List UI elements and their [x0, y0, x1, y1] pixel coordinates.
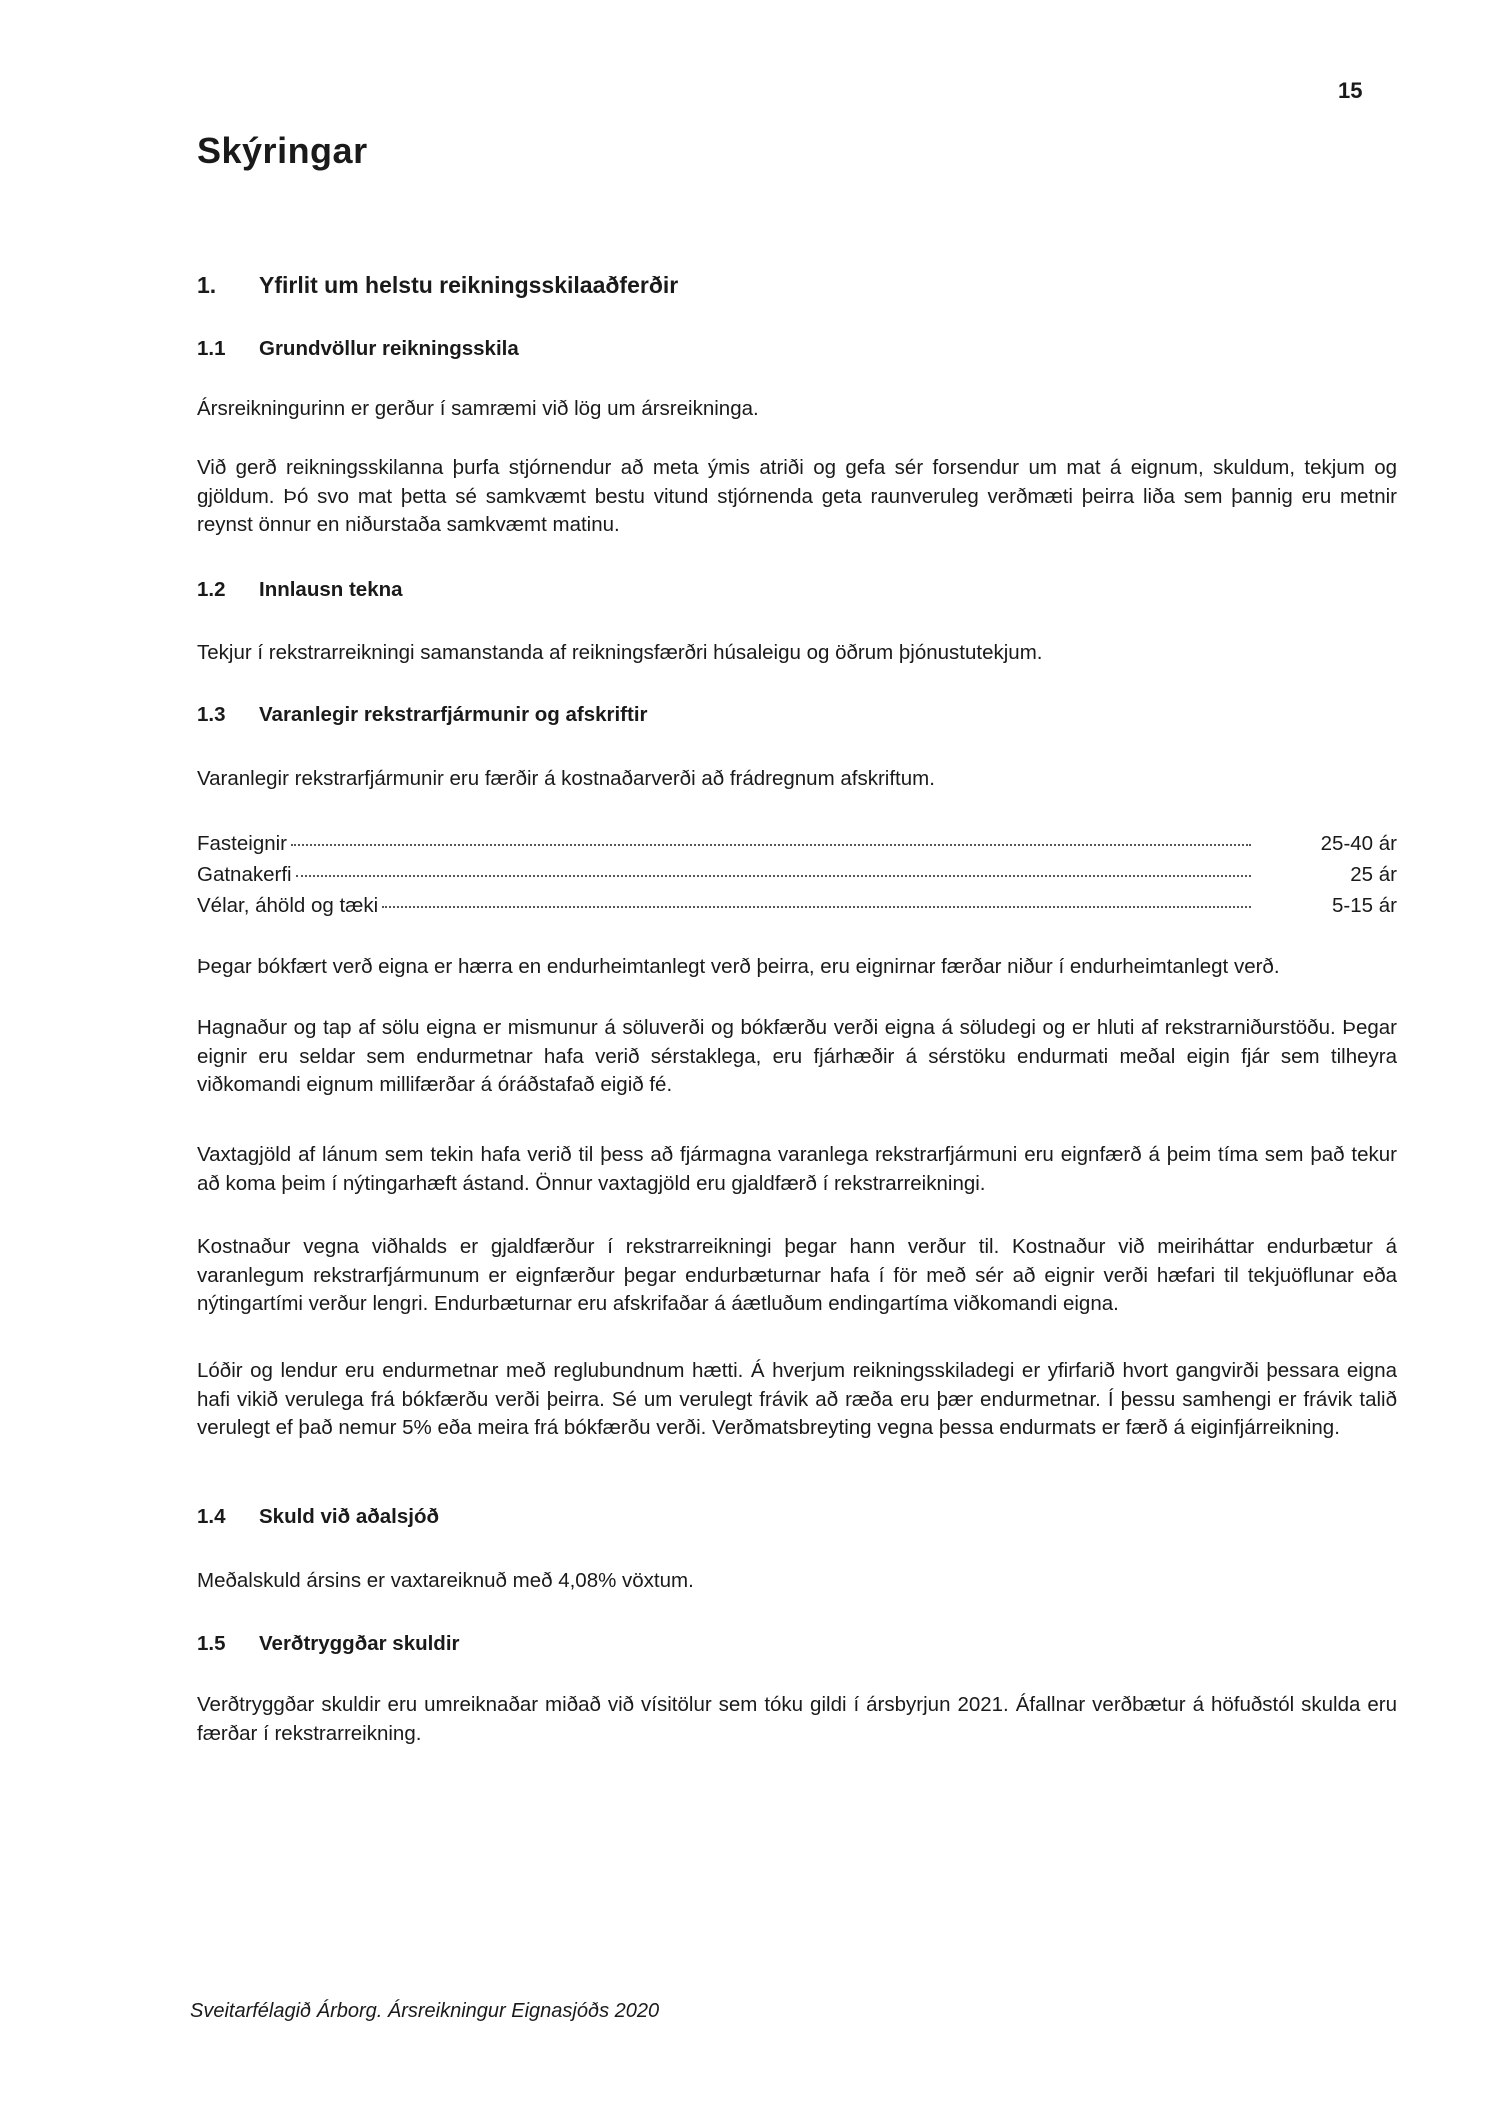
- section-title: Verðtryggðar skuldir: [259, 1632, 460, 1655]
- page-number: 15: [1338, 78, 1363, 103]
- dot-leader: [291, 844, 1251, 846]
- rate-label: Fasteignir: [197, 832, 288, 855]
- rate-value: 5-15 ár: [1332, 894, 1397, 917]
- rate-row: [197, 828, 1397, 859]
- section-number: 1.3: [197, 703, 226, 726]
- section-title: Innlausn tekna: [259, 578, 403, 601]
- section-title: Skuld við aðalsjóð: [259, 1505, 439, 1528]
- depreciation-rates-list: [197, 828, 1397, 921]
- paragraph: Kostnaður vegna viðhalds er gjaldfærður í rekstrarreikningi þegar hann verður til. Kostnaður við meiriháttar endurbætur á varanlegum rekstrarfjármunum er eignfærður þegar endurbæturnar hafa í för með sér að eignir verði hæfari til tekjuöflunar eða nýtingartími verður lengri. Endurbæturnar eru afskrifaðar á áætluðum endingartíma viðkomandi eigna.: [197, 1235, 1397, 1315]
- rate-value: 25-40 ár: [1320, 832, 1397, 855]
- paragraph: Varanlegir rekstrarfjármunir eru færðir á kostnaðarverði að frádregnum afskriftum.: [197, 767, 935, 790]
- rate-row: [197, 859, 1397, 890]
- paragraph: Meðalskuld ársins er vaxtareiknuð með 4,08% vöxtum.: [197, 1569, 694, 1592]
- section-1-heading: [197, 272, 678, 299]
- dot-leader: [382, 906, 1251, 908]
- section-number: 1.4: [197, 1505, 226, 1528]
- section-number: 1.1: [197, 337, 226, 360]
- paragraph: Við gerð reikningsskilanna þurfa stjórnendur að meta ýmis atriði og gefa sér forsendur um mat á eignum, skuldum, tekjum og gjöldum. Þó svo mat þetta sé samkvæmt bestu vitund stjórnenda geta raunveruleg verðmæti þeirra liða sem þannig eru metnir reynst önnur en niðurstaða samkvæmt matinu.: [197, 456, 1397, 536]
- section-1-1-heading: [197, 337, 519, 361]
- section-number: 1.2: [197, 578, 226, 601]
- paragraph: Ársreikningurinn er gerður í samræmi við lög um ársreikninga.: [197, 397, 759, 420]
- rate-value: 25 ár: [1350, 863, 1397, 886]
- paragraph: Lóðir og lendur eru endurmetnar með reglubundnum hætti. Á hverjum reikningsskiladegi er yfirfarið hvort gangvirði þessara eigna hafi vikið verulega frá bókfærðu verði þeirra. Sé um verulegt frávik að ræða eru þær endurmetnar. Í þessu samhengi er frávik talið verulegt ef það nemur 5% eða meira frá bókfærðu verði. Verðmatsbreyting vegna þessa endurmats er færð á eiginfjárreikning.: [197, 1359, 1397, 1439]
- rate-label: Vélar, áhöld og tæki: [197, 894, 379, 917]
- section-1-2-heading: [197, 578, 403, 602]
- paragraph: Tekjur í rekstrarreikningi samanstanda af reikningsfærðri húsaleigu og öðrum þjónustutekjum.: [197, 641, 1043, 664]
- page-footer: Sveitarfélagið Árborg. Ársreikningur Eignasjóðs 2020: [190, 2000, 660, 2022]
- paragraph: Vaxtagjöld af lánum sem tekin hafa verið til þess að fjármagna varanlega rekstrarfjármuni eru eignfærð á þeim tíma sem það tekur að koma þeim í nýtingarhæft ástand. Önnur vaxtagjöld eru gjaldfærð í rekstrarreikningi.: [197, 1143, 1397, 1195]
- section-1-5-heading: [197, 1632, 460, 1656]
- rate-row: [197, 890, 1397, 921]
- section-1-4-heading: [197, 1505, 439, 1529]
- section-number: 1.5: [197, 1632, 226, 1655]
- rate-label: Gatnakerfi: [197, 863, 292, 886]
- paragraph: Hagnaður og tap af sölu eigna er mismunur á söluverði og bókfærðu verði eigna á söludegi og er hluti af rekstrarniðurstöðu. Þegar eignir eru seldar sem endurmetnar hafa verið sérstaklega, eru fjárhæðir á sérstöku endurmati meðal eigin fjár sem tilheyra viðkomandi eignum millifærðar á óráðstafað eigið fé.: [197, 1016, 1397, 1096]
- section-number: 1.: [197, 272, 217, 298]
- paragraph: Þegar bókfært verð eigna er hærra en endurheimtanlegt verð þeirra, eru eignirnar færðar niður í endurheimtanlegt verð.: [197, 955, 1280, 978]
- section-title: Grundvöllur reikningsskila: [259, 337, 519, 360]
- section-title: Varanlegir rekstrarfjármunir og afskriftir: [259, 703, 648, 726]
- dot-leader: [296, 875, 1251, 877]
- page-title: Skýringar: [197, 130, 368, 171]
- section-1-3-heading: [197, 703, 648, 727]
- section-title: Yfirlit um helstu reikningsskilaaðferðir: [259, 272, 679, 298]
- paragraph: Verðtryggðar skuldir eru umreiknaðar miðað við vísitölur sem tóku gildi í ársbyrjun 2021. Áfallnar verðbætur á höfuðstól skulda eru færðar í rekstrarreikning.: [197, 1693, 1397, 1745]
